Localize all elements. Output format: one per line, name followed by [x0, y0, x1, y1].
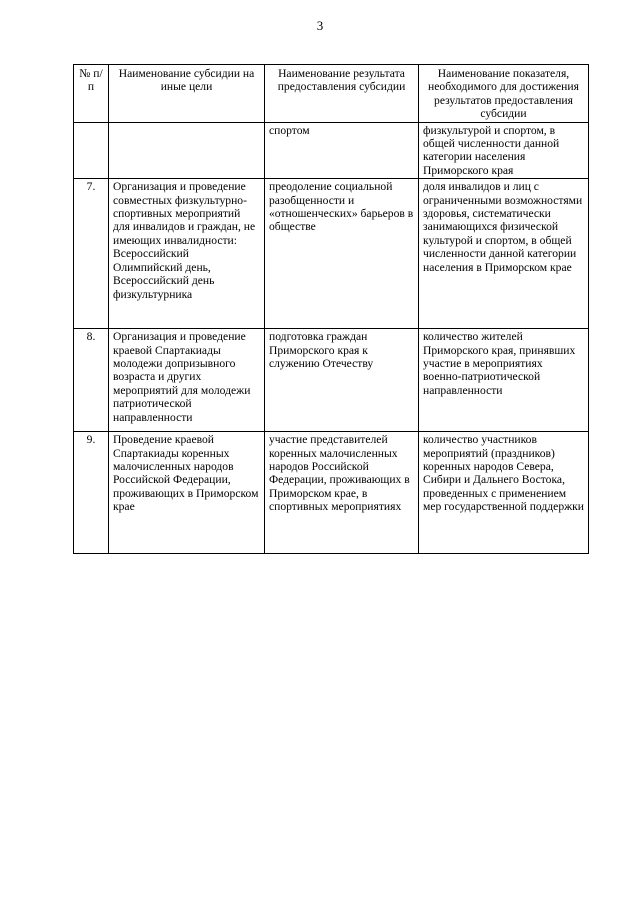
row-indicator: доля инвалидов и лиц с ограниченными возможностями здоровья, систематически занимающихся физической культурой и спортом, в общей численности данной категории населения в Приморском крае [419, 179, 589, 329]
table-row [74, 122, 589, 179]
header-subsidy-name: Наименование субсидии на иные цели [109, 65, 265, 123]
row-number: 8. [74, 329, 109, 432]
header-indicator-name: Наименование показателя, необходимого для достижения результатов предоставления субсидии [419, 65, 589, 123]
row-result: преодоление социальной разобщенности и «отношенческих» барьеров в обществе [265, 179, 419, 329]
row-result: подготовка граждан Приморского края к служению Отечеству [265, 329, 419, 432]
row-subsidy-name: Проведение краевой Спартакиады коренных малочисленных народов Российской Федерации, проживающих в Приморском крае [109, 432, 265, 554]
row-number: 7. [74, 179, 109, 329]
row-indicator: количество участников мероприятий (праздников) коренных народов Севера, Сибири и Дальнего Востока, проведенных с применением мер государственной поддержки [419, 432, 589, 554]
row-subsidy-name: Организация и проведение краевой Спартакиады молодежи допризывного возраста и других мероприятий для молодежи патриотической направленности [109, 329, 265, 432]
row-result: спортом [265, 122, 419, 179]
table-header-row [74, 65, 589, 123]
row-result: участие представителей коренных малочисленных народов Российской Федерации, проживающих в Приморском крае, в спортивных мероприятиях [265, 432, 419, 554]
subsidy-table [73, 64, 589, 554]
page-number: 3 [316, 18, 324, 33]
header-result-name: Наименование результата предоставления субсидии [265, 65, 419, 123]
row-number [74, 122, 109, 179]
table-row [74, 432, 589, 554]
row-subsidy-name: Организация и проведение совместных физкультурно-спортивных мероприятий для инвалидов и граждан, не имеющих инвалидности: Всероссийский Олимпийский день, Всероссийский день физкультурника [109, 179, 265, 329]
row-indicator: физкультурой и спортом, в общей численности данной категории населения Приморского края [419, 122, 589, 179]
row-indicator: количество жителей Приморского края, принявших участие в мероприятиях военно-патриотической направленности [419, 329, 589, 432]
row-number: 9. [74, 432, 109, 554]
row-subsidy-name [109, 122, 265, 179]
table-row [74, 329, 589, 432]
table-row [74, 179, 589, 329]
header-number: № п/п [74, 65, 109, 123]
